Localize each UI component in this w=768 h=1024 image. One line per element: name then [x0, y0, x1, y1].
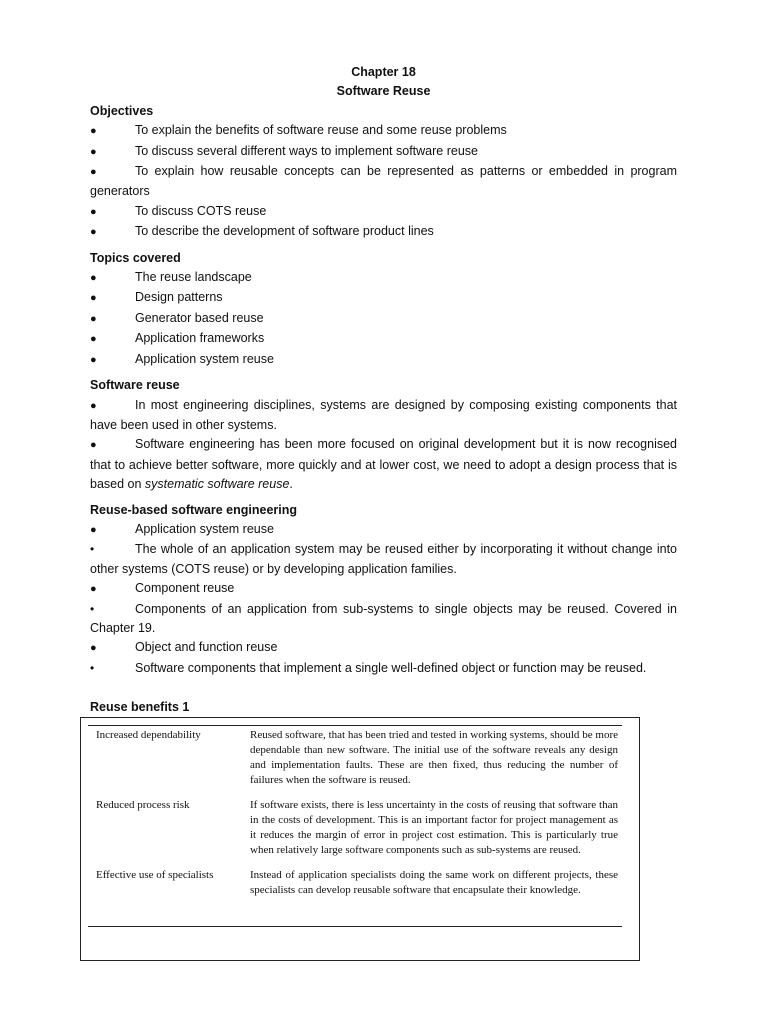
- reuse-benefits-heading: Reuse benefits 1: [90, 700, 190, 714]
- bullet-icon: ●: [90, 353, 97, 366]
- benefit-name: Reduced process risk: [96, 799, 190, 811]
- bullet-icon: ●: [90, 399, 97, 412]
- table-row: [88, 726, 622, 788]
- objective-item: ● To discuss several different ways to implement software reuse: [90, 142, 677, 162]
- bullet-icon: •: [90, 601, 95, 616]
- software-reuse-paragraph: ● Software engineering has been more focused on original development but it is now recognised that to achieve better software, more quickly and at lower cost, we need to adopt a design process that is based on systematic software reuse.: [90, 437, 677, 492]
- objective-item: ● To explain the benefits of software reuse and some reuse problems: [90, 121, 677, 141]
- table-row: [88, 796, 622, 858]
- chapter-title: Software Reuse: [336, 84, 431, 99]
- benefit-name: Increased dependability: [96, 729, 201, 741]
- benefit-description: If software exists, there is less uncertainty in the costs of reusing that software than in the costs of development. This is an important factor for project management as it reduces the margin of error in project cost estimation. This is particularly true when relatively large software components such as sub-systems are reused.: [250, 799, 618, 856]
- topic-item: ● The reuse landscape: [90, 268, 677, 288]
- reuse-type-item: ● Application system reuse: [90, 520, 677, 540]
- bullet-icon: ●: [90, 145, 97, 158]
- benefit-name: Effective use of specialists: [96, 869, 214, 881]
- reuse-type-item: ● Component reuse: [90, 579, 677, 599]
- table-row: [88, 866, 622, 898]
- reuse-type-description: • Components of an application from sub-systems to single objects may be reused. Covered in Chapter 19.: [90, 601, 677, 635]
- bullet-icon: ●: [90, 125, 97, 138]
- reuse-type-description: • The whole of an application system may be reused either by incorporating it without change into other systems (COTS reuse) or by developing application families.: [90, 542, 677, 576]
- objectives-heading: Objectives: [90, 103, 154, 118]
- reuse-type-description: • Software components that implement a single well-defined object or function may be reused.: [90, 659, 677, 678]
- topic-item: ● Application frameworks: [90, 329, 677, 349]
- objective-item: ● To discuss COTS reuse: [90, 202, 677, 222]
- topic-item: ● Generator based reuse: [90, 309, 677, 329]
- bullet-icon: ●: [90, 292, 97, 305]
- bullet-icon: ●: [90, 166, 97, 179]
- topic-item: ● Application system reuse: [90, 350, 677, 370]
- chapter-number: Chapter 18: [351, 65, 416, 79]
- table-bottom-rule: [88, 926, 622, 927]
- benefit-description: Reused software, that has been tried and tested in working systems, should be more dependable than new software. The initial use of the software reveals any design and implementation faults. These are then fixed, thus reducing the number of failures when the software is reused.: [250, 729, 618, 786]
- objective-item: ● To explain how reusable concepts can be represented as patterns or embedded in program generators: [90, 164, 677, 199]
- topic-item: ● Design patterns: [90, 288, 677, 308]
- bullet-icon: •: [90, 660, 95, 675]
- software-reuse-paragraph: ● In most engineering disciplines, systems are designed by composing existing components that have been used in other systems.: [90, 397, 677, 432]
- bullet-icon: ●: [90, 205, 97, 218]
- document-content: [90, 63, 677, 678]
- benefit-description: Instead of application specialists doing the same work on different projects, these specialists can develop reusable software that encapsulate their knowledge.: [250, 869, 618, 896]
- bullet-icon: ●: [90, 439, 97, 452]
- bullet-icon: ●: [90, 642, 97, 655]
- bullet-icon: ●: [90, 583, 97, 596]
- emphasis-text: systematic software reuse: [144, 477, 290, 492]
- bullet-icon: ●: [90, 312, 97, 325]
- reuse-type-item: ● Object and function reuse: [90, 638, 677, 658]
- reuse-based-heading: Reuse-based software engineering: [90, 502, 298, 517]
- software-reuse-heading: Software reuse: [90, 378, 180, 393]
- bullet-icon: ●: [90, 226, 97, 239]
- benefits-table: [88, 725, 622, 898]
- bullet-icon: •: [90, 542, 95, 557]
- bullet-icon: ●: [90, 523, 97, 536]
- bullet-icon: ●: [90, 272, 97, 285]
- topics-heading: Topics covered: [90, 250, 181, 265]
- objective-item: ● To describe the development of software product lines: [90, 222, 677, 242]
- bullet-icon: ●: [90, 333, 97, 346]
